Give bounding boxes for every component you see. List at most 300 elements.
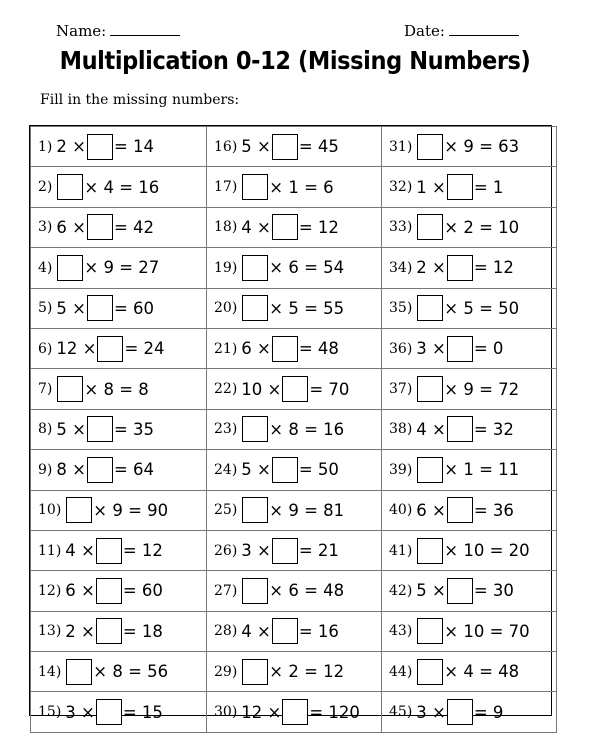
problem-expression (241, 336, 339, 362)
problem-cell (31, 409, 207, 449)
problem-table (30, 126, 557, 733)
answer-box[interactable] (87, 416, 113, 442)
instructions: Fill in the missing numbers: (40, 92, 240, 108)
expression-left: 2 × (416, 258, 446, 278)
worksheet-title: Multiplication 0-12 (Missing Numbers) (59, 46, 531, 75)
problem-number: 41) (389, 542, 413, 559)
problem-cell (382, 652, 557, 692)
problem-expression (56, 376, 148, 402)
expression-left: 6 × (241, 339, 271, 359)
expression-right: × 9 = 90 (93, 500, 169, 520)
header (0, 22, 590, 42)
problem-expression (416, 659, 519, 685)
problem-cell (207, 167, 382, 207)
problem-expression (241, 376, 349, 402)
problem-number: 39) (389, 461, 413, 478)
problem-cell (207, 409, 382, 449)
expression-right: = 36 (473, 500, 514, 520)
problem-number: 17) (214, 179, 238, 196)
problem (382, 329, 556, 368)
answer-box[interactable] (447, 699, 473, 725)
problem-cell (31, 611, 207, 651)
problem-cell (207, 127, 382, 167)
problem-number: 44) (389, 663, 413, 680)
problem-expression (65, 659, 168, 685)
problem (31, 692, 206, 731)
problem-number: 43) (389, 623, 413, 640)
problem (382, 652, 556, 691)
expression-right: = 24 (124, 339, 165, 359)
problem-cell (382, 207, 557, 247)
expression-right: × 9 = 72 (444, 379, 520, 399)
problem-expression (416, 497, 514, 523)
expression-right: × 5 = 50 (444, 298, 520, 318)
expression-right: = 9 (473, 702, 504, 722)
problem-number: 22) (214, 381, 238, 398)
problem-expression (241, 214, 339, 240)
problem (382, 127, 556, 166)
problem (382, 491, 556, 530)
problem (207, 248, 381, 287)
problem-number: 29) (214, 663, 238, 680)
expression-left: 3 × (241, 541, 271, 561)
problem-number: 38) (389, 421, 413, 438)
problem-expression (65, 497, 168, 523)
problem-cell (207, 369, 382, 409)
problem-number: 25) (214, 502, 238, 519)
problem-expression (241, 659, 344, 685)
problem (382, 248, 556, 287)
answer-box[interactable] (87, 214, 113, 240)
problem-cell (207, 328, 382, 368)
problem (382, 450, 556, 489)
answer-box[interactable] (96, 618, 122, 644)
problem-row (31, 167, 557, 207)
problem (31, 289, 206, 328)
problem (31, 450, 206, 489)
answer-box[interactable] (242, 295, 268, 321)
expression-left: 5 × (241, 460, 271, 480)
problem-cell (382, 369, 557, 409)
answer-box[interactable] (272, 134, 298, 160)
problem-expression (416, 457, 519, 483)
expression-left: 12 × (241, 702, 282, 722)
expression-right: × 4 = 16 (84, 177, 160, 197)
answer-box[interactable] (447, 497, 473, 523)
problem-number: 12) (38, 582, 62, 599)
answer-box[interactable] (96, 578, 122, 604)
problem-expression (56, 174, 159, 200)
name-blank-line[interactable] (110, 23, 180, 36)
problem-number: 20) (214, 300, 238, 317)
problem-number: 7) (38, 381, 53, 398)
problem (207, 167, 381, 206)
expression-right: = 42 (113, 217, 155, 237)
date-label: Date: (404, 22, 445, 40)
problem-cell (382, 409, 557, 449)
expression-right: = 45 (298, 137, 339, 157)
problem-expression (65, 618, 163, 644)
problem-cell (31, 530, 207, 570)
problem-cell (382, 450, 557, 490)
name-field[interactable] (56, 22, 180, 40)
problem-expression (416, 255, 514, 281)
expression-left: 4 × (65, 541, 95, 561)
problem (207, 652, 381, 691)
problem-number: 26) (214, 542, 238, 559)
problem-expression (416, 134, 519, 160)
problem-number: 14) (38, 663, 62, 680)
answer-box[interactable] (87, 457, 113, 483)
problem-cell (31, 692, 207, 732)
problem (31, 410, 206, 449)
answer-box[interactable] (272, 457, 298, 483)
problem-cell (31, 652, 207, 692)
problem-number: 9) (38, 461, 53, 478)
expression-right: × 8 = 56 (93, 662, 169, 682)
answer-box[interactable] (87, 295, 113, 321)
problem-cell (382, 571, 557, 611)
expression-left: 4 × (241, 621, 271, 641)
problem-cell (207, 450, 382, 490)
expression-right: = 48 (298, 339, 339, 359)
expression-left: 6 × (56, 217, 86, 237)
problem-number: 10) (38, 502, 62, 519)
problem-expression (65, 699, 163, 725)
problem-expression (65, 578, 163, 604)
problem-cell (31, 450, 207, 490)
problem-number: 28) (214, 623, 238, 640)
problem (382, 692, 556, 731)
problem (31, 652, 206, 691)
answer-box[interactable] (447, 416, 473, 442)
problem-number: 33) (389, 219, 413, 236)
problem-cell (207, 207, 382, 247)
expression-left: 5 × (56, 298, 86, 318)
problem-expression (416, 174, 503, 200)
problem-number: 23) (214, 421, 238, 438)
problem-row (31, 248, 557, 288)
problem-number: 37) (389, 381, 413, 398)
problem-cell (382, 490, 557, 530)
expression-left: 3 × (65, 702, 95, 722)
answer-box[interactable] (417, 214, 443, 240)
problem-cell (31, 490, 207, 530)
problem-number: 36) (389, 340, 413, 357)
answer-box[interactable] (282, 376, 308, 402)
problem-expression (241, 618, 339, 644)
expression-left: 6 × (65, 581, 95, 601)
expression-right: × 5 = 55 (269, 298, 345, 318)
problem-expression (416, 538, 529, 564)
expression-left: 2 × (56, 137, 86, 157)
problem-number: 19) (214, 259, 238, 276)
expression-right: × 1 = 6 (269, 177, 334, 197)
problem (207, 329, 381, 368)
expression-right: = 70 (309, 379, 350, 399)
problem (31, 127, 206, 166)
expression-left: 3 × (416, 702, 446, 722)
expression-right: = 35 (113, 419, 155, 439)
problem-cell (31, 207, 207, 247)
answer-box[interactable] (66, 659, 92, 685)
problem-expression (241, 174, 333, 200)
problem-cell (207, 692, 382, 732)
expression-left: 10 × (241, 379, 282, 399)
answer-box[interactable] (282, 699, 308, 725)
answer-box[interactable] (97, 336, 123, 362)
expression-left: 8 × (56, 460, 86, 480)
problem-expression (241, 134, 339, 160)
answer-box[interactable] (447, 336, 473, 362)
problem-number: 13) (38, 623, 62, 640)
answer-box[interactable] (447, 255, 473, 281)
answer-box[interactable] (242, 659, 268, 685)
name-label: Name: (56, 22, 107, 40)
expression-left: 2 × (65, 621, 95, 641)
expression-right: × 2 = 12 (269, 662, 345, 682)
date-blank-line[interactable] (449, 23, 519, 36)
answer-box[interactable] (272, 214, 298, 240)
problem (382, 571, 556, 610)
problem-number: 18) (214, 219, 238, 236)
expression-right: × 1 = 11 (444, 460, 520, 480)
problem-expression (56, 134, 154, 160)
problem (31, 208, 206, 247)
problem-row (31, 288, 557, 328)
expression-left: 4 × (416, 419, 446, 439)
problem-row (31, 369, 557, 409)
answer-box[interactable] (447, 174, 473, 200)
expression-right: = 64 (113, 460, 155, 480)
problem-expression (56, 295, 154, 321)
problem-cell (382, 692, 557, 732)
problem-number: 8) (38, 421, 53, 438)
problem (207, 531, 381, 570)
problem-expression (416, 376, 519, 402)
problem-cell (31, 127, 207, 167)
answer-box[interactable] (272, 538, 298, 564)
problem-number: 21) (214, 340, 238, 357)
problem-cell (31, 369, 207, 409)
expression-left: 5 × (416, 581, 446, 601)
problem-expression (416, 699, 503, 725)
problem-cell (382, 248, 557, 288)
expression-right: = 12 (298, 217, 339, 237)
problem-cell (207, 652, 382, 692)
problem (382, 410, 556, 449)
problem (207, 289, 381, 328)
problem (31, 248, 206, 287)
problem-number: 5) (38, 300, 53, 317)
problem-expression (241, 295, 344, 321)
problem-cell (31, 248, 207, 288)
answer-box[interactable] (417, 376, 443, 402)
problem-expression (416, 578, 514, 604)
date-field[interactable] (404, 22, 519, 40)
problem-number: 4) (38, 259, 53, 276)
expression-right: = 120 (309, 702, 360, 722)
problem (382, 531, 556, 570)
problem-cell (31, 328, 207, 368)
problem (382, 167, 556, 206)
expression-right: = 30 (473, 581, 514, 601)
answer-box[interactable] (96, 538, 122, 564)
problem (207, 208, 381, 247)
expression-right: = 18 (122, 621, 163, 641)
problem-row (31, 490, 557, 530)
expression-right: = 60 (113, 298, 155, 318)
problem-cell (31, 571, 207, 611)
problem-number: 1) (38, 138, 53, 155)
problem-cell (31, 288, 207, 328)
problem-number: 15) (38, 704, 62, 721)
expression-right: × 9 = 63 (444, 137, 520, 157)
answer-box[interactable] (242, 497, 268, 523)
answer-box[interactable] (242, 578, 268, 604)
problem-cell (207, 530, 382, 570)
expression-right: = 16 (298, 621, 339, 641)
problem (382, 208, 556, 247)
answer-box[interactable] (417, 457, 443, 483)
problem (207, 410, 381, 449)
answer-box[interactable] (417, 538, 443, 564)
problem-cell (382, 167, 557, 207)
problem-cell (382, 288, 557, 328)
problem-row (31, 530, 557, 570)
answer-box[interactable] (417, 295, 443, 321)
problem-cell (207, 611, 382, 651)
problem (207, 127, 381, 166)
expression-right: = 0 (473, 339, 504, 359)
problem-expression (241, 497, 344, 523)
problem-row (31, 571, 557, 611)
expression-right: × 6 = 48 (269, 581, 345, 601)
answer-box[interactable] (417, 659, 443, 685)
expression-left: 6 × (416, 500, 446, 520)
expression-right: × 4 = 48 (444, 662, 520, 682)
problem-row (31, 328, 557, 368)
problem-expression (416, 295, 519, 321)
problem-grid (29, 125, 552, 722)
problem (382, 369, 556, 408)
problem (207, 612, 381, 651)
problem (31, 612, 206, 651)
expression-left: 4 × (241, 217, 271, 237)
problem-cell (31, 167, 207, 207)
problem (31, 531, 206, 570)
problem (207, 692, 381, 731)
problem-expression (56, 214, 154, 240)
problem-expression (241, 416, 344, 442)
answer-box[interactable] (242, 255, 268, 281)
expression-left: 5 × (56, 419, 86, 439)
problem (207, 450, 381, 489)
problem-expression (416, 416, 514, 442)
problem-number: 32) (389, 179, 413, 196)
expression-left: 3 × (416, 339, 446, 359)
answer-box[interactable] (57, 376, 83, 402)
problem-expression (241, 457, 339, 483)
expression-right: = 21 (298, 541, 339, 561)
answer-box[interactable] (57, 255, 83, 281)
problem-expression (65, 538, 163, 564)
problem-number: 34) (389, 259, 413, 276)
answer-box[interactable] (272, 336, 298, 362)
problem-number: 40) (389, 502, 413, 519)
expression-right: × 8 = 16 (269, 419, 345, 439)
problem-cell (382, 611, 557, 651)
problem-expression (241, 538, 339, 564)
answer-box[interactable] (57, 174, 83, 200)
expression-right: = 32 (473, 419, 514, 439)
problem-number: 16) (214, 138, 238, 155)
expression-right: = 50 (298, 460, 339, 480)
problem-number: 35) (389, 300, 413, 317)
problem-cell (382, 328, 557, 368)
problem-expression (56, 457, 154, 483)
answer-box[interactable] (417, 134, 443, 160)
problem-number: 42) (389, 582, 413, 599)
problem-number: 2) (38, 179, 53, 196)
problem-number: 27) (214, 582, 238, 599)
answer-box[interactable] (417, 618, 443, 644)
problem (31, 369, 206, 408)
answer-box[interactable] (96, 699, 122, 725)
problem-cell (207, 490, 382, 530)
expression-right: × 9 = 27 (84, 258, 160, 278)
problem (382, 612, 556, 651)
expression-right: × 8 = 8 (84, 379, 149, 399)
problem-expression (56, 336, 164, 362)
problem-number: 45) (389, 704, 413, 721)
problem-expression (416, 214, 519, 240)
answer-box[interactable] (66, 497, 92, 523)
answer-box[interactable] (272, 618, 298, 644)
problem-cell (207, 248, 382, 288)
expression-right: × 9 = 81 (269, 500, 345, 520)
problem-row (31, 652, 557, 692)
expression-right: = 1 (473, 177, 504, 197)
answer-box[interactable] (242, 416, 268, 442)
problem-row (31, 692, 557, 732)
expression-right: = 60 (122, 581, 163, 601)
problem-row (31, 611, 557, 651)
problem-cell (207, 288, 382, 328)
problem-expression (241, 699, 360, 725)
problem (31, 491, 206, 530)
problem-number: 30) (214, 704, 238, 721)
problem-cell (382, 530, 557, 570)
expression-right: = 15 (122, 702, 163, 722)
expression-left: 12 × (56, 339, 97, 359)
problem-expression (241, 255, 344, 281)
problem-number: 3) (38, 219, 53, 236)
problem-expression (241, 578, 344, 604)
problem (31, 329, 206, 368)
problem-row (31, 127, 557, 167)
answer-box[interactable] (447, 578, 473, 604)
expression-right: × 10 = 20 (444, 541, 530, 561)
problem (31, 167, 206, 206)
answer-box[interactable] (87, 134, 113, 160)
problem-expression (56, 255, 159, 281)
expression-right: = 12 (122, 541, 163, 561)
expression-left: 1 × (416, 177, 446, 197)
expression-right: = 14 (113, 137, 155, 157)
answer-box[interactable] (242, 174, 268, 200)
problem-expression (56, 416, 154, 442)
